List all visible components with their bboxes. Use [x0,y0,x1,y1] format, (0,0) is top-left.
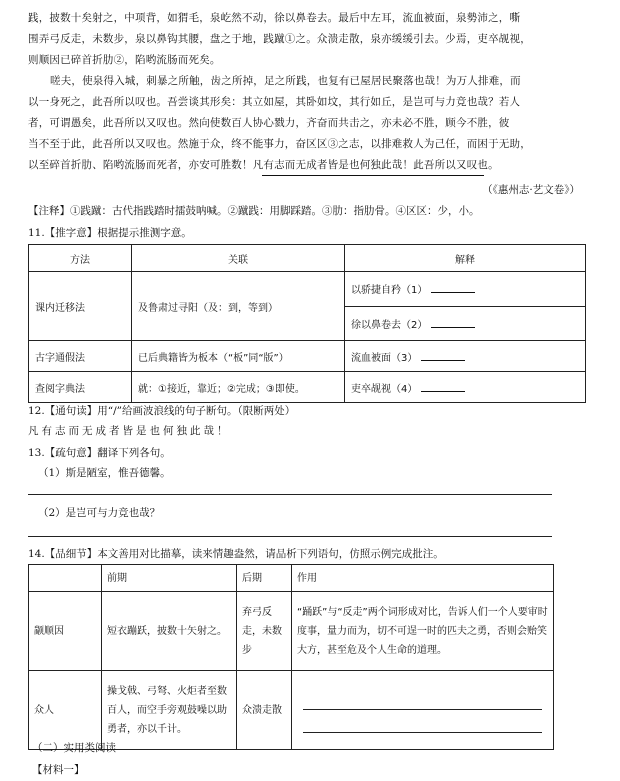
table-cell: 已后典籍皆为板本（“板”同“版”） [132,341,345,372]
table-cell: 就：①接近，靠近；②完成；③即使。 [132,372,345,403]
passage-line: 嗟夫，使泉得入城，刺暴之所触，齿之所掉，足之所践，也复有已屋居民聚落也哉！为万人排难，而 [50,75,521,87]
passage-line: 围弄弓反走，未数步，泉以鼻钩其腰，盘之于地，践蹴①之。众溃走散，泉亦缓缓引去。少焉，吏卒觇视， [28,33,531,45]
answer-blank[interactable] [421,382,465,392]
answer-line[interactable] [303,710,542,733]
answer-line[interactable] [28,494,552,495]
table-cell: 短衣蹦跃，披数十矢射之。 [102,592,237,671]
table-cell: 及鲁肃过寻阳（及：到，等到） [132,272,345,341]
answer-blank[interactable] [431,318,475,328]
section-heading: （二）实用类阅读 [32,742,116,754]
table-cell: 古字通假法 [29,341,132,372]
question-11-table [28,244,586,403]
table-cell: 弃弓反走，未数步 [237,592,292,671]
answer-prompt: 徐以鼻卷去（2） [351,319,428,331]
question-13-item-1: （1）斯是陋室，惟吾德馨。 [38,467,171,479]
table-header: 后期 [237,565,292,592]
table-cell: 操戈戟、弓弩、火炬者至数百人，而空手旁观鼓噪以助勇者，亦以千计。 [102,671,237,750]
passage-source: （《惠州志·艺文卷》） [482,184,580,196]
table-cell: “踊跃”与“反走”两个词形成对比，告诉人们一个人要审时度事，量力而为，切不可逞一时的匹夫之勇，否则会贻笑大方，甚至危及个人生命的道理。 [292,592,554,671]
table-header: 解释 [345,245,586,272]
table-header: 前期 [102,565,237,592]
table-header [29,565,102,592]
table-header: 作用 [292,565,554,592]
passage-line: 者，可谓愚矣，此吾所以又叹也。然向使数百人协心戮力，齐奋而共击之，亦未必不胜，顾今不胜，彼 [28,117,510,129]
table-cell: 查阅字典法 [29,372,132,403]
table-cell: 众人 [29,671,102,750]
question-13-title: 13.【疏句意】翻译下列各句。 [28,447,171,459]
question-14-table [28,564,554,750]
answer-cell [345,272,586,307]
answer-line[interactable] [303,687,542,710]
passage-line: 当不至于此，此吾所以又叹也。然施于众，终不能事力，奋区区③之志，以排难救人为己任，而困于无助， [28,138,531,150]
answer-cell [345,341,586,372]
table-cell: 众溃走散 [237,671,292,750]
question-11-title: 11.【推字意】根据提示推测字意。 [28,227,192,239]
table-cell: 颛顺因 [29,592,102,671]
answer-cell [345,372,586,403]
passage-line: 以至碎首折肋、陷哟流肠而死者，亦安可胜数！凡有志而无成者皆是也何独此哉！此吾所以又叹也。 [28,159,499,171]
wavy-underline [262,175,484,176]
answer-blank[interactable] [421,351,465,361]
passage-text [28,8,594,176]
passage-line: 则顺因已碎首折肋②，陷哟流肠而死矣。 [28,54,221,66]
question-14-title: 14.【品细节】本文善用对比描摹，读来情趣盎然，请品析下列语句，仿照示例完成批注。 [28,548,444,560]
table-header: 方法 [29,245,132,272]
passage-line: 以一身死之，此吾所以叹也。吾尝谈其形矣：其立如屋，其卧如坟，其行如丘，是岂可与力竞也哉？若人 [28,96,521,108]
answer-cell[interactable] [292,671,554,750]
question-13-item-2: （2）是岂可与力竞也哉？ [38,507,161,519]
answer-blank[interactable] [431,283,475,293]
question-12-sentence: 凡有志而无成者皆是也何独此哉！ [28,425,231,437]
table-header: 关联 [132,245,345,272]
question-12-title: 12.【通句读】用“/”给画波浪线的句子断句。（限断两处） [28,405,296,417]
material-heading: 【材料一】 [32,764,85,776]
answer-prompt: 以骄捷自矜（1） [351,285,428,297]
answer-line[interactable] [28,536,552,537]
answer-prompt: 流血被面（3） [351,352,418,364]
table-cell: 课内迁移法 [29,272,132,341]
answer-cell [345,306,586,341]
passage-line: 践，披数十矣射之，中项背，如猬毛，泉屹然不动，徐以鼻卷去。最后中左耳，流血被面，泉勢沛之，嘶 [28,12,521,24]
answer-prompt: 吏卒觇视（4） [351,383,418,395]
annotation-note: 【注释】①践蹴：古代指践踏时擂鼓呐喊。②蹴践：用脚踩踏。③肋：指肋骨。④区区：少，小。 [28,205,480,217]
